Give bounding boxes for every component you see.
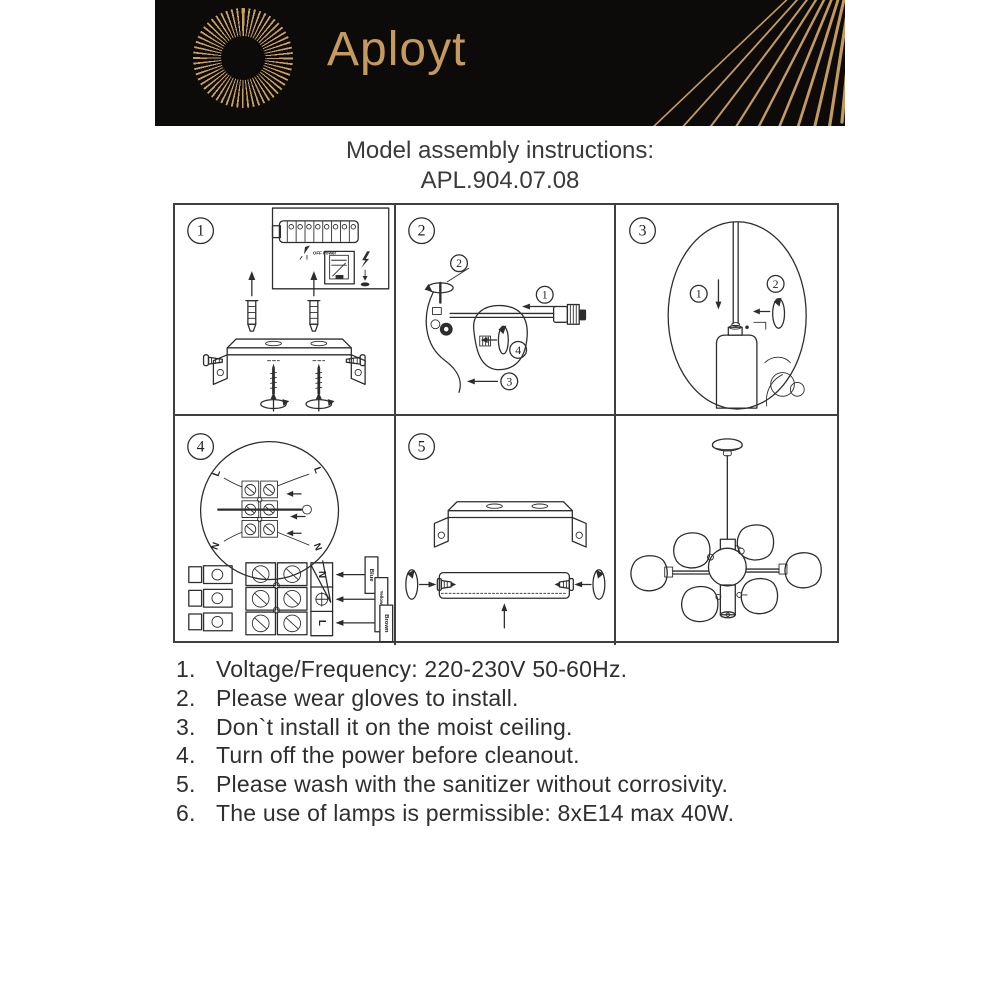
wall-anchor-left bbox=[246, 271, 258, 331]
instruction-item bbox=[176, 713, 856, 742]
lamp-socket bbox=[553, 305, 586, 325]
terminal-strip-left bbox=[189, 566, 232, 631]
mounting-bracket bbox=[434, 502, 586, 547]
wire-label-N-left: N bbox=[209, 540, 223, 552]
model-number: APL.904.07.08 bbox=[420, 167, 580, 194]
brand-logo-text: Aployt bbox=[327, 23, 467, 76]
central-hub bbox=[709, 539, 747, 618]
step-number: 1 bbox=[196, 222, 205, 240]
panel-1-mounting-diagram bbox=[175, 205, 394, 414]
step-number: 3 bbox=[638, 222, 647, 240]
ref-2: 2 bbox=[772, 276, 779, 291]
ref-1: 1 bbox=[696, 286, 703, 301]
step-number: 5 bbox=[417, 438, 426, 456]
panel-4-cell bbox=[175, 416, 396, 645]
ref-3: 3 bbox=[505, 374, 512, 389]
blue-wire-label: Blue bbox=[368, 568, 375, 582]
rotate-arrow bbox=[753, 298, 785, 329]
hanging-rod bbox=[732, 223, 740, 326]
header-bar bbox=[155, 0, 845, 126]
instruction-number: 4. bbox=[176, 742, 196, 769]
instruction-item bbox=[176, 741, 856, 770]
instruction-text: Voltage/Frequency: 220-230V 50-60Hz. bbox=[216, 656, 628, 682]
wire-label-L-right: L bbox=[311, 465, 324, 476]
wire-label-L-left: L bbox=[210, 468, 224, 479]
ceiling-body-outline bbox=[426, 292, 460, 392]
panel-3-cell bbox=[616, 205, 837, 416]
screw-left-vertical bbox=[271, 364, 277, 395]
panel-5-canopy-diagram bbox=[396, 416, 615, 645]
rotate-arrow-left bbox=[261, 392, 290, 411]
hand-pointer-icon bbox=[300, 245, 310, 259]
screw-right bbox=[554, 579, 573, 591]
brown-wire-label: Brown bbox=[382, 614, 389, 633]
panel-6-cell bbox=[616, 416, 837, 645]
panel-2-cell bbox=[396, 205, 617, 416]
magnifier-ellipse bbox=[668, 222, 806, 409]
panel-2-arm-assembly-diagram bbox=[396, 205, 615, 414]
inset-note: OFF Power bbox=[312, 250, 337, 256]
panel-5-cell bbox=[396, 416, 617, 645]
partial-socket bbox=[765, 357, 804, 406]
breaker-box-icon bbox=[325, 251, 355, 284]
rotate-arrow-right bbox=[306, 392, 335, 411]
panel-3-rod-insert-diagram bbox=[616, 205, 837, 414]
panel-4-wiring-diagram bbox=[175, 416, 394, 645]
header-rays-decoration bbox=[595, 0, 845, 126]
fixture-body bbox=[717, 325, 757, 408]
instruction-grid bbox=[173, 203, 839, 643]
instruction-text: The use of lamps is permissible: 8xE14 max 40W. bbox=[216, 799, 735, 826]
lightning-icon bbox=[361, 251, 370, 286]
page-title: Model assembly instructions: bbox=[345, 137, 655, 164]
ref-2: 2 bbox=[455, 256, 462, 271]
instruction-text: Don`t install it on the moist ceiling. bbox=[216, 713, 573, 740]
screw-right-vertical bbox=[316, 364, 322, 395]
terminal-L-label: L bbox=[315, 619, 327, 626]
lamp-arm-rod bbox=[450, 313, 553, 317]
mounting-bracket bbox=[213, 339, 365, 384]
instruction-number: 5. bbox=[176, 771, 196, 798]
instructions-list bbox=[176, 655, 856, 828]
instruction-item bbox=[176, 655, 856, 684]
screw-left bbox=[437, 579, 456, 591]
instruction-number: 1. bbox=[176, 656, 196, 682]
rotate-arrow-inside bbox=[480, 325, 508, 354]
instruction-item bbox=[176, 684, 856, 713]
ref-4: 4 bbox=[514, 342, 521, 357]
screw-left-side bbox=[204, 355, 223, 366]
wall-anchor-right bbox=[308, 271, 320, 331]
instruction-item bbox=[176, 799, 856, 828]
instruction-number: 2. bbox=[176, 684, 196, 711]
panel-6-finished-chandelier bbox=[616, 416, 837, 645]
rotate-arrow-right bbox=[574, 570, 605, 600]
instruction-number: 3. bbox=[176, 713, 196, 740]
instruction-text: Please wash with the sanitizer without corrosivity. bbox=[216, 771, 729, 798]
glass-shade-outline bbox=[473, 305, 527, 369]
ref-1: 1 bbox=[541, 287, 548, 302]
wire-label-N-right: N bbox=[310, 541, 324, 553]
rotate-arrow-left bbox=[406, 570, 437, 600]
step-number: 4 bbox=[196, 438, 205, 456]
sunburst-logo-icon bbox=[193, 8, 293, 108]
panel-1-cell bbox=[175, 205, 396, 416]
ceiling-canopy bbox=[439, 573, 569, 599]
terminal-N-label: N bbox=[315, 571, 327, 579]
instruction-number: 6. bbox=[176, 799, 196, 826]
instruction-text: Please wear gloves to install. bbox=[216, 684, 519, 711]
title-block bbox=[0, 137, 1000, 195]
power-off-inset bbox=[273, 208, 389, 289]
step-number: 2 bbox=[417, 222, 426, 240]
instruction-text: Turn off the power before cleanout. bbox=[216, 742, 580, 769]
ceiling-canopy bbox=[713, 439, 743, 456]
instruction-item bbox=[176, 770, 856, 799]
rotate-arrow-top bbox=[424, 283, 453, 303]
